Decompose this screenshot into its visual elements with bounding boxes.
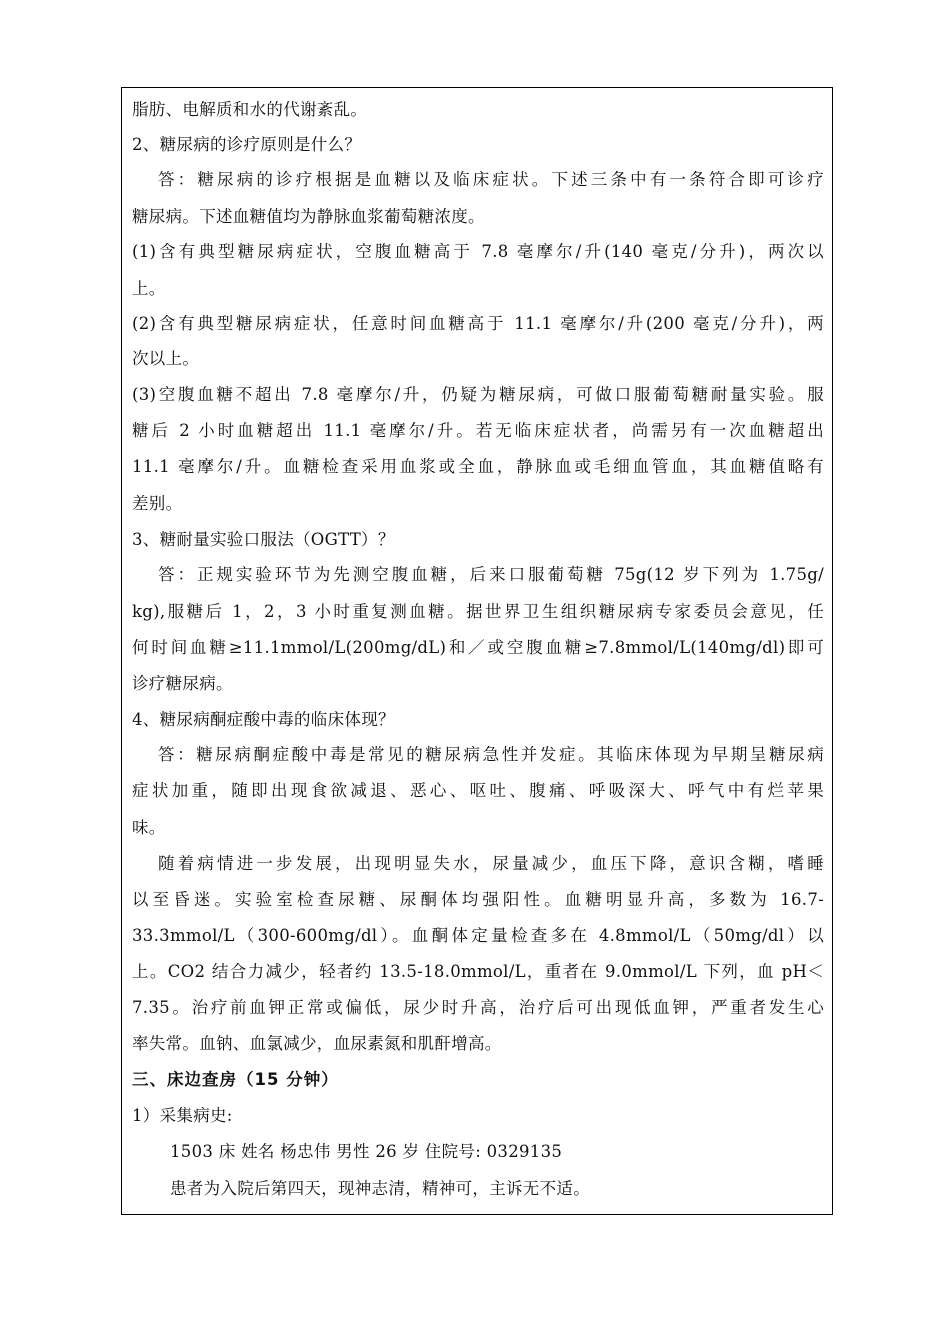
- text-line: 糖尿病。下述血糖值均为静脉血浆葡萄糖浓度。: [132, 207, 485, 226]
- section-heading: 三、床边查房（15 分钟）: [132, 1070, 339, 1089]
- text-line: (2)含有典型糖尿病症状，任意时间血糖高于 11.1 毫摩尔/升(200 毫克/分升)，两: [132, 314, 824, 333]
- text-line: 答：正规实验环节为先测空腹血糖，后来口服葡萄糖 75g(12 岁下列为 1.75g/: [158, 565, 824, 584]
- text-line: 答：糖尿病酮症酸中毒是常见的糖尿病急性并发症。其临床体现为早期呈糖尿病: [158, 745, 824, 764]
- text-line: 何时间血糖≥11.1mmol/L(200mg/dL)和／或空腹血糖≥7.8mmol/L(140mg/dl)即可: [132, 638, 824, 657]
- text-line: 上。CO2 结合力减少，轻者约 13.5-18.0mmol/L，重者在 9.0mmol/L 下列，血 pH＜: [132, 962, 824, 981]
- text-line: 糖后 2 小时血糖超出 11.1 毫摩尔/升。若无临床症状者，尚需另有一次血糖超出: [132, 421, 824, 440]
- text-line: kg),服糖后 1，2，3 小时重复测血糖。据世界卫生组织糖尿病专家委员会意见，任: [132, 602, 824, 621]
- text-line: 11.1 毫摩尔/升。血糖检查采用血浆或全血，静脉血或毛细血管血，其血糖值略有: [132, 457, 824, 476]
- text-line: 答：糖尿病的诊疗根据是血糖以及临床症状。下述三条中有一条符合即可诊疗: [158, 170, 824, 189]
- text-line: 33.3mmol/L（300-600mg/dl）。血酮体定量检查多在 4.8mmol/L（50mg/dl）以: [132, 926, 824, 945]
- text-line: 次以上。: [132, 349, 200, 368]
- question-heading: 2、糖尿病的诊疗原则是什么？: [132, 135, 362, 154]
- patient-info: 1503 床 姓名 杨忠伟 男性 26 岁 住院号: 0329135: [170, 1142, 563, 1161]
- text-line: (1)含有典型糖尿病症状，空腹血糖高于 7.8 毫摩尔/升(140 毫克/分升)，两次以: [132, 242, 824, 261]
- text-line: 脂肪、电解质和水的代谢紊乱。: [132, 100, 368, 119]
- text-line: 随着病情进一步发展，出现明显失水，尿量减少，血压下降，意识含糊，嗜睡: [158, 854, 824, 873]
- text-line: 7.35。治疗前血钾正常或偏低，尿少时升高，治疗后可出现低血钾，严重者发生心: [132, 998, 824, 1017]
- text-line: 上。: [132, 279, 166, 298]
- text-line: 差别。: [132, 494, 183, 513]
- question-heading: 4、糖尿病酮症酸中毒的临床体现？: [132, 710, 395, 729]
- text-line: 率失常。血钠、血氯减少，血尿素氮和肌酐增高。: [132, 1034, 502, 1053]
- text-line: 以至昏迷。实验室检查尿糖、尿酮体均强阳性。血糖明显升高，多数为 16.7-: [132, 890, 824, 909]
- text-line: 诊疗糖尿病。: [132, 674, 233, 693]
- text-line: 症状加重，随即出现食欲减退、恶心、呕吐、腹痛、呼吸深大、呼气中有烂苹果: [132, 781, 824, 800]
- text-line: 味。: [132, 818, 166, 837]
- question-heading: 3、糖耐量实验口服法（OGTT）？: [132, 530, 395, 549]
- subsection-heading: 1）采集病史:: [132, 1106, 233, 1125]
- text-line: 患者为入院后第四天，现神志清，精神可，主诉无不适。: [170, 1179, 590, 1198]
- text-line: (3)空腹血糖不超出 7.8 毫摩尔/升，仍疑为糖尿病，可做口服葡萄糖耐量实验。服: [132, 385, 824, 404]
